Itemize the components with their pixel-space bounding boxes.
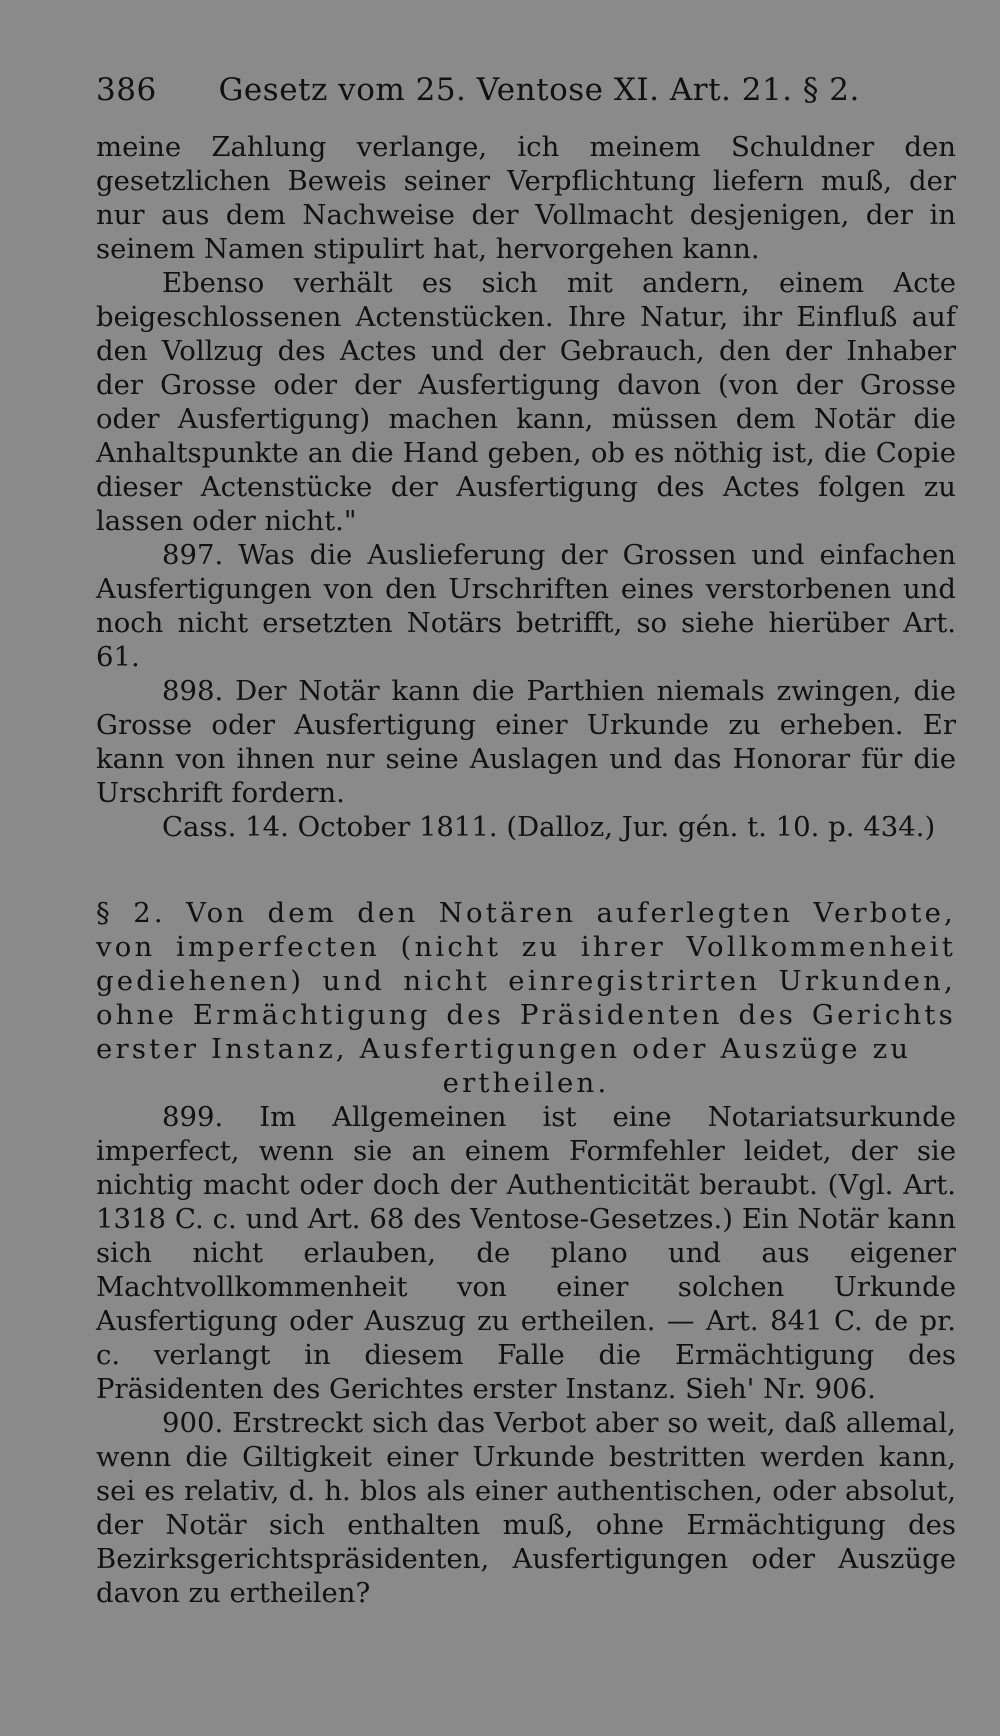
running-title: Gesetz vom 25. Ventose XI. Art. 21. § 2. [218, 72, 860, 108]
running-header [96, 70, 956, 110]
section-heading [96, 896, 956, 1100]
citation: Cass. 14. October 1811. (Dalloz, Jur. gén. t. 10. p. 434.) [162, 811, 936, 843]
spacer [96, 844, 956, 896]
paragraph-continuation: meine Zahlung verlange, ich meinem Schuldner den gesetzlichen Beweis seiner Verpflichtung liefern muß, der nur aus dem Nachweise der Vollmacht desjenigen, der in seinem Namen stipulirt hat, hervorgehen kann. [96, 131, 956, 265]
paragraph-898: 898. Der Notär kann die Parthien niemals zwingen, die Grosse oder Ausfertigung einer Urkunde zu erheben. Er kann von ihnen nur seine Auslagen und das Honorar für die Urschrift fordern. [96, 675, 956, 809]
page-number: 386 [96, 72, 157, 108]
section-heading-text: § 2. Von dem den Notären auferlegten Verbote, von imperfecten (nicht zu ihrer Vollkommenheit gediehenen) und nicht einregistrirten Urkunden, ohne Ermächtigung des Präsidenten des Gerichts erster Instanz, Ausfertigungen oder Auszüge zu [96, 897, 956, 1065]
paragraph-actenstuecke: Ebenso verhält es sich mit andern, einem Acte beigeschlossenen Actenstücken. Ihre Natur, ihr Einfluß auf den Vollzug des Actes und der Gebrauch, den der Inhaber der Grosse oder der Ausfertigung davon (von der Grosse oder Ausfertigung) machen kann, müssen dem Notär die Anhaltspunkte an die Hand geben, ob es nöthig ist, die Copie dieser Actenstücke der Ausfertigung des Actes folgen zu lassen oder nicht." [96, 267, 956, 537]
section-heading-last-line: ertheilen. [442, 1067, 610, 1099]
paragraph-900: 900. Erstreckt sich das Verbot aber so weit, daß allemal, wenn die Giltigkeit einer Urkunde bestritten werden kann, sei es relativ, d. h. blos als einer authentischen, oder absolut, der Notär sich enthalten muß, ohne Ermächtigung des Bezirksgerichtspräsidenten, Ausfertigungen oder Auszüge davon zu ertheilen? [96, 1407, 956, 1609]
main-text [96, 130, 956, 1610]
paragraph-899: 899. Im Allgemeinen ist eine Notariatsurkunde imperfect, wenn sie an einem Formfehler leidet, der sie nichtig macht oder doch der Authenticität beraubt. (Vgl. Art. 1318 C. c. und Art. 68 des Ventose-Gesetzes.) Ein Notär kann sich nicht erlauben, de plano und aus eigener Machtvollkommenheit von einer solchen Urkunde Ausfertigung oder Auszug zu ertheilen. — Art. 841 C. de pr. c. verlangt in diesem Falle die Ermächtigung des Präsidenten des Gerichtes erster Instanz. Sieh' Nr. 906. [96, 1101, 956, 1405]
book-page [96, 70, 956, 1610]
paragraph-897: 897. Was die Auslieferung der Grossen und einfachen Ausfertigungen von den Urschriften eines verstorbenen und noch nicht ersetzten Notärs betrifft, so siehe hierüber Art. 61. [96, 539, 956, 673]
